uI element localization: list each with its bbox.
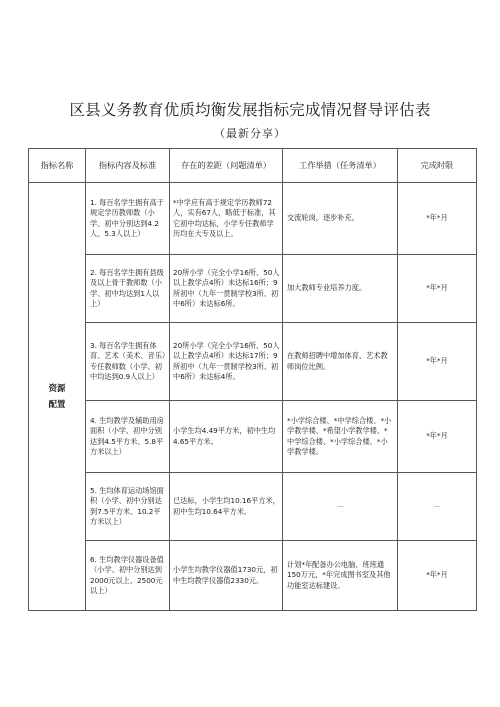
deadline: — <box>398 473 477 541</box>
header-deadline: 完成时限 <box>398 149 477 183</box>
table-row <box>29 541 477 611</box>
gap-description: 小学生均4.49平方米，初中生均4.65平方米。 <box>170 401 283 473</box>
deadline: *年*月 <box>398 323 477 401</box>
header-indicator-name: 指标名称 <box>29 149 86 183</box>
work-measure: 交流轮岗，逐步补充。 <box>283 183 398 255</box>
page-subtitle: （最新分享） <box>214 127 286 140</box>
header-gap: 存在的差距（问题清单） <box>170 149 283 183</box>
evaluation-table <box>28 148 477 611</box>
indicator-content: 6. 生均教学仪器设备值（小学、初中分别达到2000元以上、2500元以上） <box>86 541 170 611</box>
deadline: *年*月 <box>398 541 477 611</box>
deadline: *年*月 <box>398 255 477 323</box>
indicator-content: 2. 每百名学生拥有县级及以上骨干教师数（小学、初中均达到1人以上） <box>86 255 170 323</box>
category-label-line2: 配置 <box>48 398 66 409</box>
table-row <box>29 473 477 541</box>
work-measure: — <box>283 473 398 541</box>
work-measure: 加大教师专业培养力度。 <box>283 255 398 323</box>
table-row <box>29 323 477 401</box>
table-row <box>29 183 477 255</box>
gap-description: 20所小学（完全小学16所、50人以上教学点4所）未达标16所；9所初中（九年一贯制学校3所、初中6所）未达标6所。 <box>170 255 283 323</box>
indicator-content: 1. 每百名学生拥有高于规定学历教师数（小学、初中分别达到4.2人、5.3人以上） <box>86 183 170 255</box>
table-header-row <box>29 149 477 183</box>
category-label-line1: 资源 <box>48 382 66 393</box>
deadline: *年*月 <box>398 401 477 473</box>
gap-description: *中学应有高于规定学历教师72人，实有67人，略低于标准，其它初中均达标，小学专任教师学历均在大专及以上。 <box>170 183 283 255</box>
gap-description: 小学生均教学仪器值1730元，初中生均教学仪器值2330元。 <box>170 541 283 611</box>
work-measure: 计划*年配备办公电脑、班班通150万元，*年完成图书室及其他功能室达标建设。 <box>283 541 398 611</box>
indicator-content: 5. 生均体育运动场馆面积（小学、初中分别达到7.5平方米、10.2平方米以上） <box>86 473 170 541</box>
work-measure: 在教师招聘中增加体育、艺术教师岗位比例。 <box>283 323 398 401</box>
gap-description: 20所小学（完全小学16所、50人以上教学点4所）未达标17所；9所初中（九年一贯制学校3所、初中6所）未达标4所。 <box>170 323 283 401</box>
indicator-content: 3. 每百名学生拥有体育、艺术（美术、音乐）专任教师数（小学、初中均达到0.9人以上） <box>86 323 170 401</box>
work-measure: *小学综合楼、*中学综合楼、*小学教学楼、*希望小学教学楼、*中学综合楼、*小学综合楼、*小学教学楼。 <box>283 401 398 473</box>
gap-description: 已达标，小学生均10.16平方米，初中生均10.64平方米。 <box>170 473 283 541</box>
deadline: *年*月 <box>398 183 477 255</box>
category-cell <box>29 183 86 611</box>
header-measures: 工作举措（任务清单） <box>283 149 398 183</box>
table-row <box>29 255 477 323</box>
header-indicator-content: 指标内容及标准 <box>86 149 170 183</box>
indicator-content: 4. 生均教学及辅助用房面积（小学、初中分别达到4.5平方米、5.8平方米以上） <box>86 401 170 473</box>
page-title: 区县义务教育优质均衡发展指标完成情况督导评估表 <box>69 101 431 119</box>
table-row <box>29 401 477 473</box>
